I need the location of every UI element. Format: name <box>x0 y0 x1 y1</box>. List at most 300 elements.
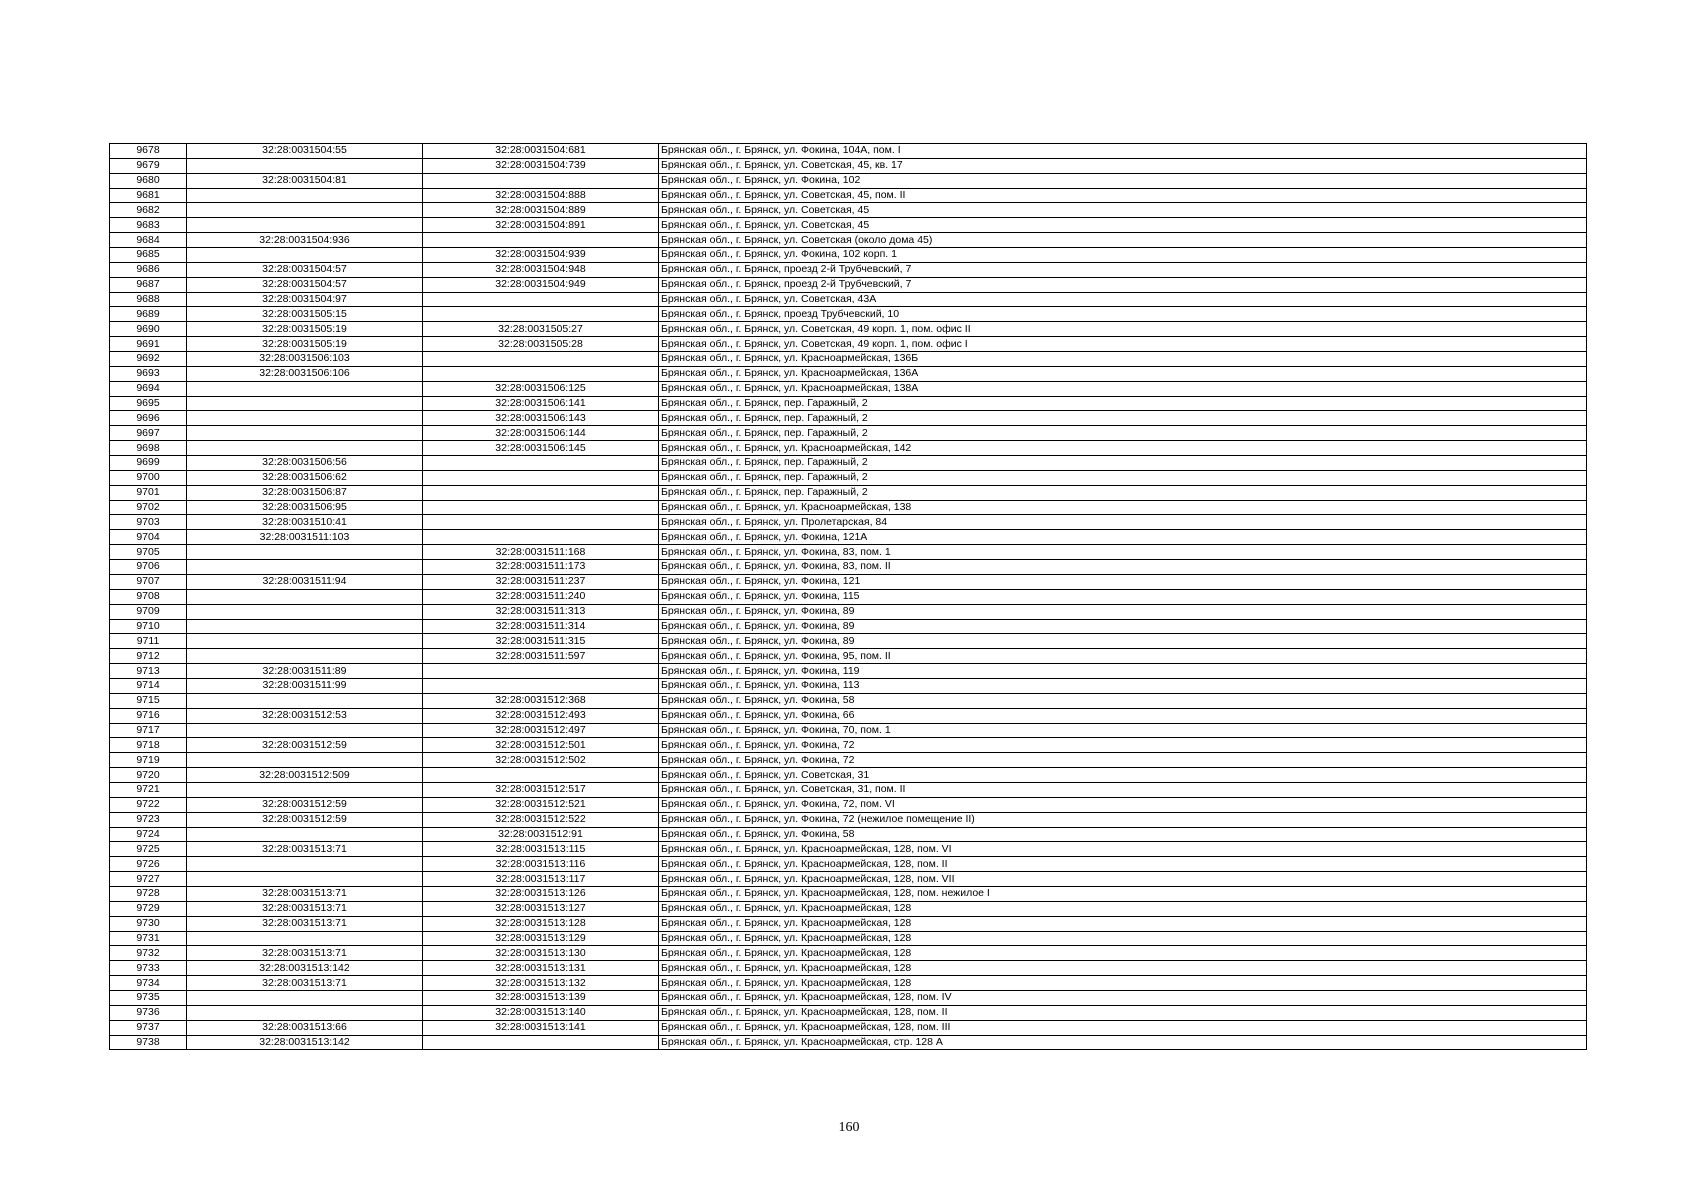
land-cadastral-number-cell <box>187 619 423 634</box>
table-row <box>110 961 1587 976</box>
object-cadastral-number-cell: 32:28:0031513:141 <box>423 1020 659 1035</box>
land-cadastral-number-cell <box>187 753 423 768</box>
table-row <box>110 797 1587 812</box>
land-cadastral-number-cell: 32:28:0031506:103 <box>187 352 423 367</box>
object-cadastral-number-cell: 32:28:0031511:173 <box>423 560 659 575</box>
object-cadastral-number-cell: 32:28:0031511:313 <box>423 604 659 619</box>
object-cadastral-number-cell <box>423 515 659 530</box>
land-cadastral-number-cell <box>187 1005 423 1020</box>
row-number-cell: 9700 <box>110 470 187 485</box>
land-cadastral-number-cell <box>187 188 423 203</box>
object-cadastral-number-cell: 32:28:0031513:130 <box>423 946 659 961</box>
land-cadastral-number-cell: 32:28:0031513:71 <box>187 946 423 961</box>
address-cell: Брянская обл., г. Брянск, ул. Красноармейская, 128, пом. III <box>659 1020 1587 1035</box>
row-number-cell: 9689 <box>110 307 187 322</box>
table-row <box>110 857 1587 872</box>
land-cadastral-number-cell <box>187 248 423 263</box>
land-cadastral-number-cell: 32:28:0031513:142 <box>187 961 423 976</box>
address-cell: Брянская обл., г. Брянск, ул. Красноармейская, стр. 128 А <box>659 1035 1587 1050</box>
object-cadastral-number-cell <box>423 1035 659 1050</box>
address-cell: Брянская обл., г. Брянск, ул. Красноармейская, 128, пом. IV <box>659 990 1587 1005</box>
table-row <box>110 649 1587 664</box>
row-number-cell: 9708 <box>110 589 187 604</box>
row-number-cell: 9718 <box>110 738 187 753</box>
address-cell: Брянская обл., г. Брянск, ул. Фокина, 121 <box>659 574 1587 589</box>
row-number-cell: 9684 <box>110 233 187 248</box>
table-row <box>110 366 1587 381</box>
row-number-cell: 9697 <box>110 426 187 441</box>
table-row <box>110 693 1587 708</box>
object-cadastral-number-cell: 32:28:0031504:948 <box>423 262 659 277</box>
row-number-cell: 9732 <box>110 946 187 961</box>
address-cell: Брянская обл., г. Брянск, ул. Фокина, 72 <box>659 738 1587 753</box>
object-cadastral-number-cell: 32:28:0031513:116 <box>423 857 659 872</box>
land-cadastral-number-cell <box>187 545 423 560</box>
address-cell: Брянская обл., г. Брянск, ул. Фокина, 113 <box>659 678 1587 693</box>
row-number-cell: 9721 <box>110 782 187 797</box>
address-cell: Брянская обл., г. Брянск, ул. Фокина, 70, пом. 1 <box>659 723 1587 738</box>
land-cadastral-number-cell <box>187 693 423 708</box>
address-cell: Брянская обл., г. Брянск, ул. Красноармейская, 128 <box>659 976 1587 991</box>
row-number-cell: 9736 <box>110 1005 187 1020</box>
table-row <box>110 456 1587 471</box>
row-number-cell: 9696 <box>110 411 187 426</box>
land-cadastral-number-cell: 32:28:0031513:71 <box>187 916 423 931</box>
row-number-cell: 9694 <box>110 381 187 396</box>
land-cadastral-number-cell: 32:28:0031504:81 <box>187 173 423 188</box>
object-cadastral-number-cell: 32:28:0031505:27 <box>423 322 659 337</box>
object-cadastral-number-cell: 32:28:0031505:28 <box>423 337 659 352</box>
land-cadastral-number-cell: 32:28:0031505:15 <box>187 307 423 322</box>
table-row <box>110 976 1587 991</box>
address-cell: Брянская обл., г. Брянск, ул. Красноармейская, 128 <box>659 946 1587 961</box>
land-cadastral-number-cell <box>187 441 423 456</box>
address-cell: Брянская обл., г. Брянск, ул. Фокина, 58 <box>659 693 1587 708</box>
table-row <box>110 931 1587 946</box>
object-cadastral-number-cell: 32:28:0031511:240 <box>423 589 659 604</box>
land-cadastral-number-cell: 32:28:0031505:19 <box>187 322 423 337</box>
table-row <box>110 426 1587 441</box>
object-cadastral-number-cell <box>423 307 659 322</box>
table-row <box>110 708 1587 723</box>
address-cell: Брянская обл., г. Брянск, ул. Советская, 45, пом. II <box>659 188 1587 203</box>
address-cell: Брянская обл., г. Брянск, ул. Фокина, 89 <box>659 634 1587 649</box>
land-cadastral-number-cell: 32:28:0031513:142 <box>187 1035 423 1050</box>
row-number-cell: 9688 <box>110 292 187 307</box>
table-row <box>110 396 1587 411</box>
address-cell: Брянская обл., г. Брянск, ул. Фокина, 66 <box>659 708 1587 723</box>
table-row <box>110 738 1587 753</box>
row-number-cell: 9701 <box>110 485 187 500</box>
table-row <box>110 158 1587 173</box>
object-cadastral-number-cell: 32:28:0031511:597 <box>423 649 659 664</box>
land-cadastral-number-cell: 32:28:0031513:66 <box>187 1020 423 1035</box>
land-cadastral-number-cell: 32:28:0031513:71 <box>187 886 423 901</box>
table-row <box>110 604 1587 619</box>
address-cell: Брянская обл., г. Брянск, ул. Красноармейская, 142 <box>659 441 1587 456</box>
address-cell: Брянская обл., г. Брянск, ул. Красноармейская, 128, пом. II <box>659 857 1587 872</box>
object-cadastral-number-cell <box>423 292 659 307</box>
row-number-cell: 9681 <box>110 188 187 203</box>
row-number-cell: 9686 <box>110 262 187 277</box>
object-cadastral-number-cell: 32:28:0031511:237 <box>423 574 659 589</box>
land-cadastral-number-cell: 32:28:0031511:94 <box>187 574 423 589</box>
land-cadastral-number-cell <box>187 604 423 619</box>
row-number-cell: 9682 <box>110 203 187 218</box>
row-number-cell: 9726 <box>110 857 187 872</box>
object-cadastral-number-cell: 32:28:0031512:522 <box>423 812 659 827</box>
row-number-cell: 9691 <box>110 337 187 352</box>
land-cadastral-number-cell <box>187 782 423 797</box>
table-row <box>110 530 1587 545</box>
address-cell: Брянская обл., г. Брянск, ул. Красноармейская, 128, пом. II <box>659 1005 1587 1020</box>
object-cadastral-number-cell <box>423 500 659 515</box>
land-cadastral-number-cell: 32:28:0031513:71 <box>187 842 423 857</box>
land-cadastral-number-cell: 32:28:0031504:936 <box>187 233 423 248</box>
land-cadastral-number-cell: 32:28:0031504:55 <box>187 144 423 159</box>
object-cadastral-number-cell: 32:28:0031512:521 <box>423 797 659 812</box>
table-row <box>110 916 1587 931</box>
table-row <box>110 441 1587 456</box>
object-cadastral-number-cell: 32:28:0031513:128 <box>423 916 659 931</box>
row-number-cell: 9734 <box>110 976 187 991</box>
table-row <box>110 589 1587 604</box>
address-cell: Брянская обл., г. Брянск, ул. Красноармейская, 136Б <box>659 352 1587 367</box>
land-cadastral-number-cell: 32:28:0031512:59 <box>187 738 423 753</box>
land-cadastral-number-cell: 32:28:0031504:97 <box>187 292 423 307</box>
table-row <box>110 500 1587 515</box>
table-row <box>110 782 1587 797</box>
address-cell: Брянская обл., г. Брянск, проезд 2-й Трубчевский, 7 <box>659 262 1587 277</box>
row-number-cell: 9733 <box>110 961 187 976</box>
register-sheet <box>109 143 1586 1050</box>
table-row <box>110 485 1587 500</box>
object-cadastral-number-cell: 32:28:0031511:315 <box>423 634 659 649</box>
object-cadastral-number-cell: 32:28:0031504:888 <box>423 188 659 203</box>
table-row <box>110 1005 1587 1020</box>
land-cadastral-number-cell <box>187 990 423 1005</box>
row-number-cell: 9711 <box>110 634 187 649</box>
object-cadastral-number-cell <box>423 470 659 485</box>
address-cell: Брянская обл., г. Брянск, ул. Красноармейская, 138А <box>659 381 1587 396</box>
land-cadastral-number-cell: 32:28:0031512:59 <box>187 812 423 827</box>
address-cell: Брянская обл., г. Брянск, ул. Советская, 49 корп. 1, пом. офис II <box>659 322 1587 337</box>
table-row <box>110 723 1587 738</box>
table-row <box>110 381 1587 396</box>
address-cell: Брянская обл., г. Брянск, ул. Советская, 45 <box>659 203 1587 218</box>
land-cadastral-number-cell: 32:28:0031504:57 <box>187 277 423 292</box>
object-cadastral-number-cell <box>423 768 659 783</box>
row-number-cell: 9717 <box>110 723 187 738</box>
land-cadastral-number-cell: 32:28:0031512:59 <box>187 797 423 812</box>
object-cadastral-number-cell <box>423 456 659 471</box>
address-cell: Брянская обл., г. Брянск, ул. Советская (около дома 45) <box>659 233 1587 248</box>
address-cell: Брянская обл., г. Брянск, ул. Фокина, 102 корп. 1 <box>659 248 1587 263</box>
row-number-cell: 9679 <box>110 158 187 173</box>
table-row <box>110 574 1587 589</box>
land-cadastral-number-cell <box>187 723 423 738</box>
table-row <box>110 411 1587 426</box>
object-cadastral-number-cell: 32:28:0031513:140 <box>423 1005 659 1020</box>
address-cell: Брянская обл., г. Брянск, ул. Красноармейская, 128 <box>659 931 1587 946</box>
row-number-cell: 9735 <box>110 990 187 1005</box>
object-cadastral-number-cell <box>423 173 659 188</box>
address-cell: Брянская обл., г. Брянск, ул. Фокина, 89 <box>659 619 1587 634</box>
object-cadastral-number-cell: 32:28:0031513:117 <box>423 872 659 887</box>
table-row <box>110 203 1587 218</box>
address-cell: Брянская обл., г. Брянск, ул. Фокина, 115 <box>659 589 1587 604</box>
address-cell: Брянская обл., г. Брянск, пер. Гаражный, 2 <box>659 426 1587 441</box>
row-number-cell: 9695 <box>110 396 187 411</box>
object-cadastral-number-cell: 32:28:0031512:497 <box>423 723 659 738</box>
address-cell: Брянская обл., г. Брянск, ул. Советская, 49 корп. 1, пом. офис I <box>659 337 1587 352</box>
land-cadastral-number-cell: 32:28:0031506:106 <box>187 366 423 381</box>
land-cadastral-number-cell: 32:28:0031513:71 <box>187 901 423 916</box>
row-number-cell: 9680 <box>110 173 187 188</box>
address-cell: Брянская обл., г. Брянск, ул. Красноармейская, 128, пом. нежилое I <box>659 886 1587 901</box>
table-row <box>110 218 1587 233</box>
row-number-cell: 9710 <box>110 619 187 634</box>
address-cell: Брянская обл., г. Брянск, ул. Красноармейская, 128 <box>659 961 1587 976</box>
table-row <box>110 144 1587 159</box>
table-row <box>110 248 1587 263</box>
table-row <box>110 872 1587 887</box>
table-row <box>110 619 1587 634</box>
land-cadastral-number-cell: 32:28:0031511:89 <box>187 664 423 679</box>
table-row <box>110 842 1587 857</box>
address-cell: Брянская обл., г. Брянск, ул. Фокина, 104А, пом. I <box>659 144 1587 159</box>
row-number-cell: 9729 <box>110 901 187 916</box>
table-row <box>110 277 1587 292</box>
object-cadastral-number-cell: 32:28:0031506:141 <box>423 396 659 411</box>
land-cadastral-number-cell: 32:28:0031512:53 <box>187 708 423 723</box>
object-cadastral-number-cell <box>423 678 659 693</box>
land-cadastral-number-cell: 32:28:0031511:103 <box>187 530 423 545</box>
row-number-cell: 9713 <box>110 664 187 679</box>
address-cell: Брянская обл., г. Брянск, ул. Фокина, 58 <box>659 827 1587 842</box>
land-cadastral-number-cell <box>187 560 423 575</box>
row-number-cell: 9715 <box>110 693 187 708</box>
page-number: 160 <box>838 1120 860 1135</box>
table-row <box>110 664 1587 679</box>
row-number-cell: 9724 <box>110 827 187 842</box>
row-number-cell: 9709 <box>110 604 187 619</box>
address-cell: Брянская обл., г. Брянск, ул. Фокина, 95, пом. II <box>659 649 1587 664</box>
object-cadastral-number-cell: 32:28:0031511:168 <box>423 545 659 560</box>
object-cadastral-number-cell <box>423 485 659 500</box>
table-row <box>110 233 1587 248</box>
land-cadastral-number-cell <box>187 857 423 872</box>
address-cell: Брянская обл., г. Брянск, ул. Красноармейская, 136А <box>659 366 1587 381</box>
land-cadastral-number-cell <box>187 381 423 396</box>
address-cell: Брянская обл., г. Брянск, пер. Гаражный, 2 <box>659 456 1587 471</box>
object-cadastral-number-cell: 32:28:0031511:314 <box>423 619 659 634</box>
object-cadastral-number-cell: 32:28:0031506:143 <box>423 411 659 426</box>
land-cadastral-number-cell <box>187 931 423 946</box>
address-cell: Брянская обл., г. Брянск, ул. Пролетарская, 84 <box>659 515 1587 530</box>
row-number-cell: 9720 <box>110 768 187 783</box>
table-row <box>110 827 1587 842</box>
object-cadastral-number-cell: 32:28:0031512:501 <box>423 738 659 753</box>
property-register-table <box>109 143 1587 1050</box>
row-number-cell: 9712 <box>110 649 187 664</box>
row-number-cell: 9702 <box>110 500 187 515</box>
object-cadastral-number-cell: 32:28:0031504:891 <box>423 218 659 233</box>
address-cell: Брянская обл., г. Брянск, ул. Советская, 45 <box>659 218 1587 233</box>
table-row <box>110 262 1587 277</box>
object-cadastral-number-cell: 32:28:0031504:889 <box>423 203 659 218</box>
object-cadastral-number-cell <box>423 530 659 545</box>
land-cadastral-number-cell: 32:28:0031506:95 <box>187 500 423 515</box>
row-number-cell: 9730 <box>110 916 187 931</box>
address-cell: Брянская обл., г. Брянск, ул. Красноармейская, 128, пом. VI <box>659 842 1587 857</box>
object-cadastral-number-cell: 32:28:0031506:125 <box>423 381 659 396</box>
table-row <box>110 515 1587 530</box>
table-row <box>110 292 1587 307</box>
row-number-cell: 9731 <box>110 931 187 946</box>
row-number-cell: 9738 <box>110 1035 187 1050</box>
address-cell: Брянская обл., г. Брянск, ул. Красноармейская, 128 <box>659 916 1587 931</box>
land-cadastral-number-cell: 32:28:0031510:41 <box>187 515 423 530</box>
land-cadastral-number-cell: 32:28:0031513:71 <box>187 976 423 991</box>
land-cadastral-number-cell: 32:28:0031512:509 <box>187 768 423 783</box>
land-cadastral-number-cell: 32:28:0031506:87 <box>187 485 423 500</box>
row-number-cell: 9699 <box>110 456 187 471</box>
land-cadastral-number-cell <box>187 218 423 233</box>
object-cadastral-number-cell: 32:28:0031506:144 <box>423 426 659 441</box>
row-number-cell: 9690 <box>110 322 187 337</box>
object-cadastral-number-cell <box>423 233 659 248</box>
object-cadastral-number-cell: 32:28:0031513:131 <box>423 961 659 976</box>
register-table-body <box>110 144 1587 1050</box>
row-number-cell: 9685 <box>110 248 187 263</box>
address-cell: Брянская обл., г. Брянск, ул. Красноармейская, 128 <box>659 901 1587 916</box>
row-number-cell: 9719 <box>110 753 187 768</box>
object-cadastral-number-cell <box>423 352 659 367</box>
address-cell: Брянская обл., г. Брянск, проезд Трубчевский, 10 <box>659 307 1587 322</box>
table-row <box>110 545 1587 560</box>
land-cadastral-number-cell <box>187 426 423 441</box>
address-cell: Брянская обл., г. Брянск, пер. Гаражный, 2 <box>659 485 1587 500</box>
row-number-cell: 9706 <box>110 560 187 575</box>
address-cell: Брянская обл., г. Брянск, ул. Фокина, 119 <box>659 664 1587 679</box>
table-row <box>110 188 1587 203</box>
object-cadastral-number-cell: 32:28:0031513:126 <box>423 886 659 901</box>
object-cadastral-number-cell: 32:28:0031513:127 <box>423 901 659 916</box>
row-number-cell: 9692 <box>110 352 187 367</box>
row-number-cell: 9698 <box>110 441 187 456</box>
object-cadastral-number-cell: 32:28:0031513:129 <box>423 931 659 946</box>
row-number-cell: 9727 <box>110 872 187 887</box>
object-cadastral-number-cell: 32:28:0031506:145 <box>423 441 659 456</box>
row-number-cell: 9703 <box>110 515 187 530</box>
row-number-cell: 9678 <box>110 144 187 159</box>
address-cell: Брянская обл., г. Брянск, ул. Советская, 31 <box>659 768 1587 783</box>
object-cadastral-number-cell: 32:28:0031504:739 <box>423 158 659 173</box>
table-row <box>110 352 1587 367</box>
land-cadastral-number-cell: 32:28:0031506:62 <box>187 470 423 485</box>
object-cadastral-number-cell: 32:28:0031512:502 <box>423 753 659 768</box>
table-row <box>110 768 1587 783</box>
land-cadastral-number-cell <box>187 411 423 426</box>
row-number-cell: 9722 <box>110 797 187 812</box>
object-cadastral-number-cell <box>423 366 659 381</box>
land-cadastral-number-cell <box>187 203 423 218</box>
row-number-cell: 9737 <box>110 1020 187 1035</box>
table-row <box>110 560 1587 575</box>
address-cell: Брянская обл., г. Брянск, ул. Красноармейская, 128, пом. VII <box>659 872 1587 887</box>
address-cell: Брянская обл., г. Брянск, ул. Красноармейская, 138 <box>659 500 1587 515</box>
object-cadastral-number-cell: 32:28:0031512:91 <box>423 827 659 842</box>
table-row <box>110 1020 1587 1035</box>
table-row <box>110 173 1587 188</box>
table-row <box>110 322 1587 337</box>
address-cell: Брянская обл., г. Брянск, ул. Фокина, 89 <box>659 604 1587 619</box>
table-row <box>110 990 1587 1005</box>
object-cadastral-number-cell: 32:28:0031504:681 <box>423 144 659 159</box>
land-cadastral-number-cell <box>187 396 423 411</box>
table-row <box>110 901 1587 916</box>
address-cell: Брянская обл., г. Брянск, ул. Советская, 31, пом. II <box>659 782 1587 797</box>
row-number-cell: 9693 <box>110 366 187 381</box>
object-cadastral-number-cell: 32:28:0031513:139 <box>423 990 659 1005</box>
table-row <box>110 678 1587 693</box>
address-cell: Брянская обл., г. Брянск, пер. Гаражный, 2 <box>659 396 1587 411</box>
address-cell: Брянская обл., г. Брянск, проезд 2-й Трубчевский, 7 <box>659 277 1587 292</box>
land-cadastral-number-cell: 32:28:0031504:57 <box>187 262 423 277</box>
address-cell: Брянская обл., г. Брянск, пер. Гаражный, 2 <box>659 411 1587 426</box>
object-cadastral-number-cell: 32:28:0031513:132 <box>423 976 659 991</box>
object-cadastral-number-cell: 32:28:0031512:493 <box>423 708 659 723</box>
address-cell: Брянская обл., г. Брянск, ул. Фокина, 121А <box>659 530 1587 545</box>
object-cadastral-number-cell: 32:28:0031513:115 <box>423 842 659 857</box>
table-row <box>110 1035 1587 1050</box>
land-cadastral-number-cell <box>187 649 423 664</box>
object-cadastral-number-cell: 32:28:0031504:949 <box>423 277 659 292</box>
object-cadastral-number-cell: 32:28:0031504:939 <box>423 248 659 263</box>
land-cadastral-number-cell <box>187 158 423 173</box>
land-cadastral-number-cell <box>187 827 423 842</box>
table-row <box>110 470 1587 485</box>
row-number-cell: 9704 <box>110 530 187 545</box>
row-number-cell: 9728 <box>110 886 187 901</box>
table-row <box>110 307 1587 322</box>
table-row <box>110 812 1587 827</box>
address-cell: Брянская обл., г. Брянск, ул. Фокина, 72 <box>659 753 1587 768</box>
row-number-cell: 9705 <box>110 545 187 560</box>
row-number-cell: 9723 <box>110 812 187 827</box>
address-cell: Брянская обл., г. Брянск, ул. Фокина, 72 (нежилое помещение II) <box>659 812 1587 827</box>
address-cell: Брянская обл., г. Брянск, ул. Советская, 45, кв. 17 <box>659 158 1587 173</box>
address-cell: Брянская обл., г. Брянск, ул. Фокина, 83, пом. 1 <box>659 545 1587 560</box>
row-number-cell: 9716 <box>110 708 187 723</box>
row-number-cell: 9683 <box>110 218 187 233</box>
address-cell: Брянская обл., г. Брянск, ул. Фокина, 72, пом. VI <box>659 797 1587 812</box>
land-cadastral-number-cell: 32:28:0031505:19 <box>187 337 423 352</box>
address-cell: Брянская обл., г. Брянск, ул. Фокина, 83, пом. II <box>659 560 1587 575</box>
land-cadastral-number-cell: 32:28:0031511:99 <box>187 678 423 693</box>
row-number-cell: 9714 <box>110 678 187 693</box>
row-number-cell: 9725 <box>110 842 187 857</box>
land-cadastral-number-cell <box>187 634 423 649</box>
object-cadastral-number-cell: 32:28:0031512:517 <box>423 782 659 797</box>
object-cadastral-number-cell <box>423 664 659 679</box>
table-row <box>110 634 1587 649</box>
address-cell: Брянская обл., г. Брянск, пер. Гаражный, 2 <box>659 470 1587 485</box>
table-row <box>110 886 1587 901</box>
object-cadastral-number-cell: 32:28:0031512:368 <box>423 693 659 708</box>
row-number-cell: 9687 <box>110 277 187 292</box>
